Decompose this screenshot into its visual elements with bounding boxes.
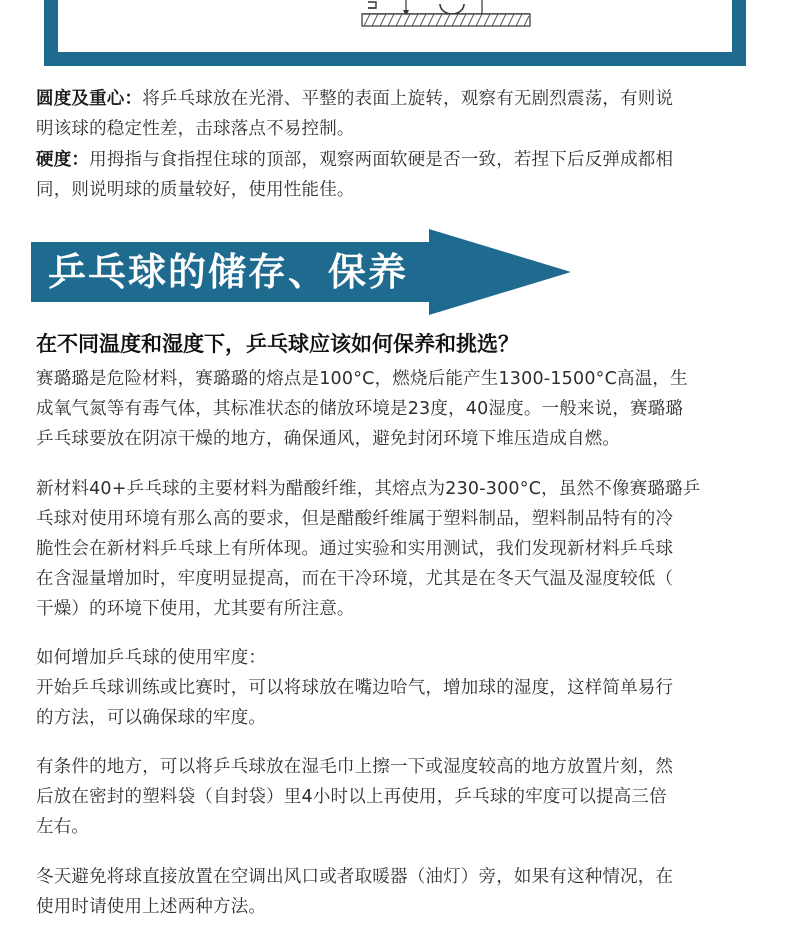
paragraph-line: 左右。 <box>36 817 90 837</box>
ball-on-surface-diagram <box>354 0 544 34</box>
paragraph-line: 在含湿量增加时，牢度明显提高，而在干冷环境，尤其是在冬天气温及湿度较低（ <box>36 569 674 589</box>
paragraph-line: 如何增加乒乓球的使用牢度： <box>36 648 267 668</box>
towel-paragraph <box>36 752 760 842</box>
hardness-text-line: 用拇指与食指捏住球的顶部，观察两面软硬是否一致，若捏下后反弹成都相 <box>89 150 674 170</box>
winter-paragraph <box>36 862 760 922</box>
figure-panel <box>58 0 732 52</box>
paragraph-line: 新材料40+乒乓球的主要材料为醋酸纤维，其熔点为230-300°C，虽然不像赛璐璐乒 <box>36 479 701 499</box>
paragraph-line: 冬天避免将球直接放置在空调出风口或者取暖器（油灯）旁，如果有这种情况，在 <box>36 867 674 887</box>
paragraph-line: 脆性会在新材料乒乓球上有所体现。通过实验和实用测试，我们发现新材料乒乓球 <box>36 539 674 559</box>
paragraph-line: 乓球对使用环境有那么高的要求，但是醋酸纤维属于塑料制品，塑料制品特有的冷 <box>36 509 674 529</box>
paragraph-line: 后放在密封的塑料袋（自封袋）里4小时以上再使用，乒乓球的牢度可以提高三倍 <box>36 787 667 807</box>
section-banner-title: 乒乓球的储存、保养 <box>48 250 409 294</box>
paragraph-line: 有条件的地方，可以将乒乓球放在湿毛巾上擦一下或湿度较高的地方放置片刻，然 <box>36 757 674 777</box>
hardness-label: 硬度： <box>36 150 90 170</box>
celluloid-paragraph <box>36 364 760 454</box>
paragraph-line: 赛璐璐是危险材料，赛璐璐的熔点是100°C，燃烧后能产生1300-1500°C高温，生 <box>36 369 688 389</box>
hardness-paragraph <box>36 145 760 205</box>
roundness-paragraph <box>36 84 760 144</box>
paragraph-line: 乒乓球要放在阴凉干燥的地方，确保通风，避免封闭环境下堆压造成自燃。 <box>36 429 621 449</box>
new-material-paragraph <box>36 474 760 624</box>
section-subheading: 在不同温度和湿度下，乒乓球应该如何保养和挑选？ <box>36 332 519 356</box>
paragraph-line: 成氧气氮等有毒气体，其标准状态的储放环境是23度，40湿度。一般来说，赛璐璐 <box>36 399 684 419</box>
hardness-text-line: 同，则说明球的质量较好，使用性能佳。 <box>36 180 355 200</box>
roundness-label: 圆度及重心： <box>36 89 143 109</box>
roundness-text-line: 明该球的稳定性差，击球落点不易控制。 <box>36 119 355 139</box>
durability-paragraph <box>36 643 760 733</box>
paragraph-line: 使用时请使用上述两种方法。 <box>36 897 267 917</box>
roundness-text-line: 将乒乓球放在光滑、平整的表面上旋转，观察有无剧烈震荡，有则说 <box>142 89 674 109</box>
paragraph-line: 开始乒乓球训练或比赛时，可以将球放在嘴边哈气，增加球的湿度，这样简单易行 <box>36 678 674 698</box>
paragraph-line: 干燥）的环境下使用，尤其要有所注意。 <box>36 599 355 619</box>
paragraph-line: 的方法，可以确保球的牢度。 <box>36 708 267 728</box>
